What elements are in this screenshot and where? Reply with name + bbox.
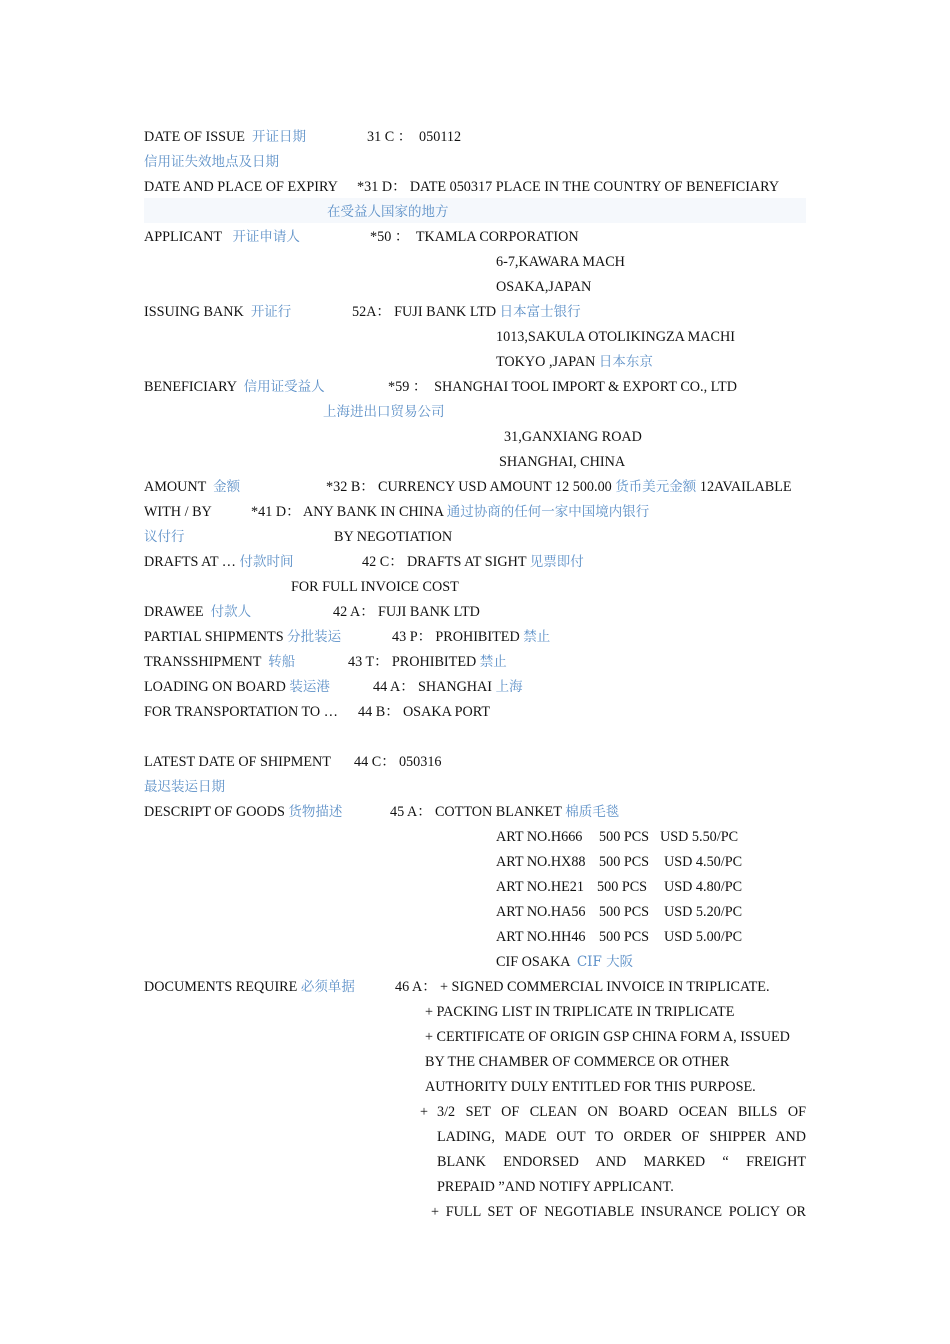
latest-cn-label: 最迟装运日期	[144, 779, 225, 795]
issuing-bank-value: 52A： FUJI BANK LTD 日本富士银行	[352, 304, 581, 320]
goods-item-price: USD 5.20/PC	[664, 904, 743, 920]
beneficiary-cn-value: 上海进出口贸易公司	[323, 404, 445, 420]
goods-label: DESCRIPT OF GOODS 货物描述	[144, 804, 343, 820]
expiry-cn-value: 在受益人国家的地方	[327, 204, 449, 220]
goods-item-art: ART NO.HA56	[496, 904, 586, 920]
issuing-bank-label: ISSUING BANK 开证行	[144, 304, 292, 320]
drafts-label: DRAFTS AT … 付款时间	[144, 554, 294, 570]
documents-line: LADING, MADE OUT TO ORDER OF SHIPPER AND	[437, 1129, 806, 1145]
documents-label: DOCUMENTS REQUIRE 必须单据	[144, 979, 355, 995]
transport-label: FOR TRANSPORTATION TO …	[144, 704, 338, 720]
goods-item-price: USD 4.80/PC	[664, 879, 743, 895]
documents-value: 46 A： + SIGNED COMMERCIAL INVOICE IN TRIPLICATE.	[395, 979, 770, 995]
date-issue-label: DATE OF ISSUE 开证日期	[144, 129, 306, 145]
withby-negotiation: BY NEGOTIATION	[334, 529, 453, 545]
transship-value: 43 T： PROHIBITED 禁止	[348, 654, 507, 670]
documents-line: AUTHORITY DULY ENTITLED FOR THIS PURPOSE.	[425, 1079, 756, 1095]
goods-item-qty: 500 PCS	[599, 854, 650, 870]
documents-line: PREPAID ”AND NOTIFY APPLICANT.	[437, 1179, 674, 1195]
partial-value: 43 P： PROHIBITED 禁止	[392, 629, 551, 645]
latest-value: 44 C： 050316	[354, 754, 442, 770]
goods-item-art: ART NO.H666	[496, 829, 583, 845]
issuing-bank-addr2: TOKYO ,JAPAN 日本东京	[496, 354, 653, 370]
beneficiary-addr2: SHANGHAI, CHINA	[499, 454, 626, 470]
latest-label: LATEST DATE OF SHIPMENT	[144, 754, 331, 770]
goods-item-art: ART NO.HE21	[496, 879, 584, 895]
amount-value: *32 B： CURRENCY USD AMOUNT 12 500.00 货币美元金额 12AVAILABLE	[326, 479, 792, 495]
goods-item-price: USD 4.50/PC	[664, 854, 743, 870]
beneficiary-addr1: 31,GANXIANG ROAD	[504, 429, 642, 445]
goods-item-qty: 500 PCS	[599, 829, 650, 845]
documents-line: + PACKING LIST IN TRIPLICATE IN TRIPLICATE	[425, 1004, 735, 1020]
documents-line: + FULL SET OF NEGOTIABLE INSURANCE POLICY OR	[431, 1204, 806, 1220]
cif-line: CIF OSAKA CIF 大阪	[496, 954, 634, 970]
drawee-value: 42 A： FUJI BANK LTD	[333, 604, 480, 620]
loading-value: 44 A： SHANGHAI 上海	[373, 679, 523, 695]
drawee-label: DRAWEE 付款人	[144, 604, 252, 620]
beneficiary-value: *59 ： SHANGHAI TOOL IMPORT & EXPORT CO., LTD	[388, 379, 737, 395]
issuing-bank-addr1: 1013,SAKULA OTOLIKINGZA MACHI	[496, 329, 735, 345]
withby-label: WITH / BY	[144, 504, 212, 520]
documents-line: + CERTIFICATE OF ORIGIN GSP CHINA FORM A, ISSUED	[425, 1029, 790, 1045]
applicant-label: APPLICANT 开证申请人	[144, 229, 300, 245]
expiry-value: *31 D： DATE 050317 PLACE IN THE COUNTRY OF BENEFICIARY	[357, 179, 780, 195]
drafts-value: 42 C： DRAFTS AT SIGHT 见票即付	[362, 554, 584, 570]
goods-item-price: USD 5.00/PC	[664, 929, 743, 945]
documents-bullet: +	[420, 1104, 429, 1120]
amount-label: AMOUNT 金额	[144, 479, 241, 495]
goods-item-art: ART NO.HX88	[496, 854, 586, 870]
documents-line: BY THE CHAMBER OF COMMERCE OR OTHER	[425, 1054, 730, 1070]
expiry-cn-label: 信用证失效地点及日期	[144, 154, 279, 170]
partial-label: PARTIAL SHIPMENTS 分批装运	[144, 629, 342, 645]
beneficiary-label: BENEFICIARY 信用证受益人	[144, 379, 325, 395]
documents-line: BLANK ENDORSED AND MARKED “ FREIGHT	[437, 1154, 806, 1170]
date-issue-value: 31 C ： 050112	[367, 129, 462, 145]
withby-value: *41 D： ANY BANK IN CHINA 通过协商的任何一家中国境内银行	[251, 504, 650, 520]
transship-label: TRANSSHIPMENT 转船	[144, 654, 296, 670]
goods-value: 45 A： COTTON BLANKET 棉质毛毯	[390, 804, 620, 820]
applicant-addr2: OSAKA,JAPAN	[496, 279, 592, 295]
goods-item-art: ART NO.HH46	[496, 929, 586, 945]
documents-line: 3/2 SET OF CLEAN ON BOARD OCEAN BILLS OF	[437, 1104, 806, 1120]
expiry-label: DATE AND PLACE OF EXPIRY	[144, 179, 338, 195]
drafts-line2: FOR FULL INVOICE COST	[291, 579, 459, 595]
transport-value: 44 B： OSAKA PORT	[358, 704, 490, 720]
highlight-band	[144, 198, 806, 223]
goods-item-qty: 500 PCS	[599, 929, 650, 945]
goods-item-price: USD 5.50/PC	[660, 829, 739, 845]
loading-label: LOADING ON BOARD 装运港	[144, 679, 330, 695]
applicant-addr1: 6-7,KAWARA MACH	[496, 254, 625, 270]
goods-item-qty: 500 PCS	[599, 904, 650, 920]
applicant-value: *50 ： TKAMLA CORPORATION	[370, 229, 579, 245]
negotiating-bank-cn: 议付行	[144, 529, 185, 545]
goods-item-qty: 500 PCS	[597, 879, 648, 895]
